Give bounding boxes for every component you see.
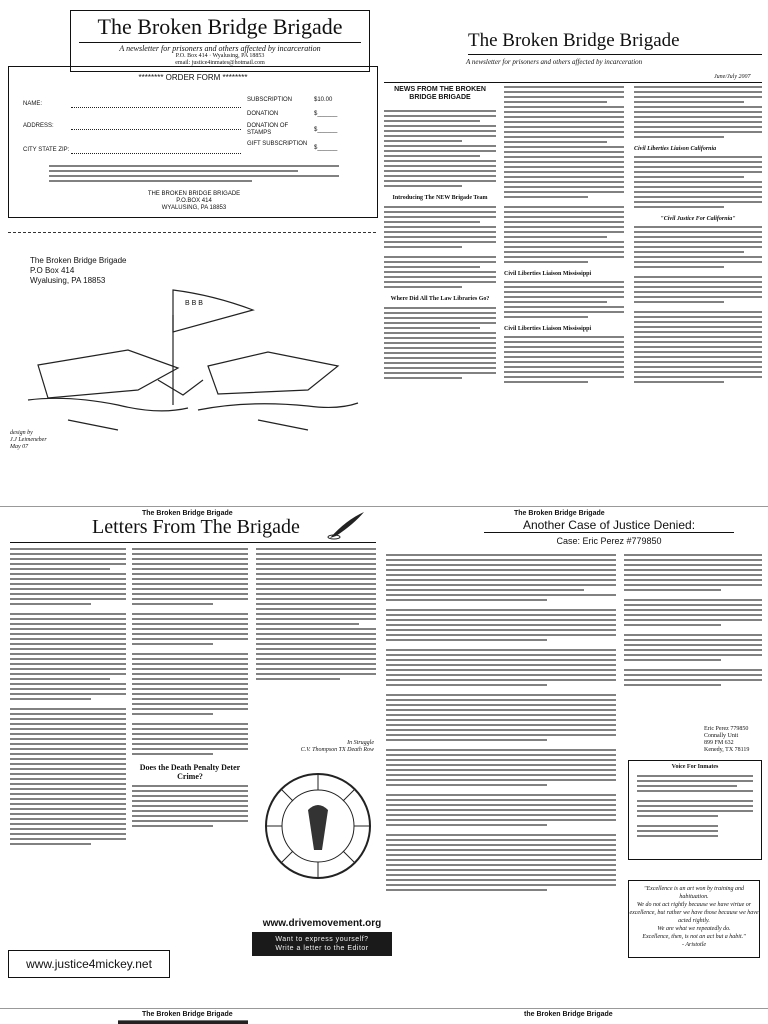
case-column-2 bbox=[624, 554, 762, 724]
zodiac-emblem-illustration bbox=[262, 770, 374, 882]
field-name-line[interactable] bbox=[71, 107, 241, 108]
case-column-1 bbox=[386, 554, 616, 974]
header-rule bbox=[384, 82, 762, 83]
website-box[interactable] bbox=[8, 950, 170, 978]
cut-line bbox=[8, 232, 376, 233]
aristotle-quote-box bbox=[628, 880, 760, 958]
footer-running-head-right: the Broken Bridge Brigade bbox=[524, 1011, 613, 1018]
option-stamps-label: DONATION OF STAMPS bbox=[247, 123, 289, 136]
article-heading: Civil Liberties Liaison Mississippi bbox=[504, 271, 592, 277]
letters-title: Letters From The Brigade bbox=[92, 516, 300, 538]
quill-pen-icon bbox=[326, 510, 366, 540]
page-bottom-right bbox=[384, 508, 768, 1008]
quote-line: excellence, but rather we have those because we have bbox=[629, 910, 759, 916]
page-top-left bbox=[0, 0, 384, 505]
drive-movement-url[interactable]: www.drivemovement.org bbox=[262, 918, 382, 929]
news-heading: NEWS FROM THE BROKEN BRIDGE BRIGADE bbox=[394, 86, 486, 101]
page-divider bbox=[0, 506, 768, 507]
case-name: Case: Eric Perez #779850 bbox=[556, 536, 662, 546]
masthead-email: email: justice4inmates@hotmail.com bbox=[175, 60, 265, 66]
quote-line: "Excellence is an art won by training and habituation. bbox=[643, 886, 744, 900]
footer-divider bbox=[0, 1008, 768, 1009]
order-address-line: P.O.BOX 414 bbox=[176, 198, 212, 204]
field-address-line[interactable] bbox=[71, 129, 241, 130]
letters-column-3 bbox=[256, 548, 376, 758]
order-address-block bbox=[109, 191, 279, 212]
article-heading: Civil Liberties Liaison Mississippi bbox=[504, 326, 592, 332]
masthead-rule bbox=[468, 54, 762, 55]
order-form-notes bbox=[49, 165, 339, 185]
mailing-address-line: P.O Box 414 bbox=[30, 266, 75, 275]
quote-line: acted rightly. bbox=[678, 918, 710, 924]
inmate-address bbox=[704, 726, 749, 754]
column-2 bbox=[504, 86, 624, 496]
order-form-title: ******** ORDER FORM ******** bbox=[138, 73, 248, 82]
attribution-line: C.V. Thompson TX Death Row bbox=[300, 747, 374, 753]
column-1 bbox=[384, 86, 496, 496]
masthead-box bbox=[70, 10, 370, 72]
inmate-address-line: 899 FM 632 bbox=[704, 740, 734, 746]
article-heading: Civil Liberties Liaison California bbox=[634, 146, 717, 152]
issue-date: June/July 2007 bbox=[714, 74, 751, 80]
footer-fragment bbox=[118, 1018, 248, 1024]
death-penalty-subheading: Does the Death Penalty Deter Crime? bbox=[139, 763, 241, 781]
drive-tagline-box bbox=[252, 932, 392, 956]
quote-line: We are what we repeatedly do. bbox=[657, 926, 731, 932]
article-heading: "Civil Justice For California" bbox=[660, 216, 736, 222]
broken-bridge-illustration bbox=[8, 270, 376, 440]
inmate-address-line: Kenedy, TX 78119 bbox=[704, 747, 750, 753]
field-name-label: NAME: bbox=[23, 101, 43, 107]
footer-running-head-left: The Broken Bridge Brigade bbox=[142, 1011, 233, 1018]
masthead-address: P.O. Box 414 · Wyalusing, PA 18853 bbox=[175, 53, 265, 59]
field-city-line[interactable] bbox=[71, 153, 241, 154]
voice-for-inmates-box bbox=[628, 760, 762, 860]
mailing-address-line: Wyalusing, PA 18853 bbox=[30, 276, 106, 285]
order-address-line: THE BROKEN BRIDGE BRIGADE bbox=[147, 191, 241, 197]
option-donation-amount[interactable]: $______ bbox=[314, 111, 338, 117]
option-subscription-amount: $10.00 bbox=[314, 97, 333, 103]
option-gift-amount[interactable]: $______ bbox=[314, 145, 338, 151]
letters-column-1 bbox=[10, 548, 126, 978]
case-title: Another Case of Justice Denied: bbox=[484, 518, 734, 533]
design-credit-line: May 07 bbox=[10, 444, 29, 450]
field-address-label: ADDRESS: bbox=[23, 123, 54, 129]
column-3 bbox=[634, 86, 762, 496]
masthead-tagline: A newsletter for prisoners and others affected by incarceration bbox=[466, 58, 643, 66]
order-form bbox=[8, 66, 378, 218]
drive-movement-banner[interactable] bbox=[252, 918, 392, 968]
masthead-title: The Broken Bridge Brigade bbox=[97, 14, 343, 39]
article-heading: Where Did All The Law Libraries Go? bbox=[390, 296, 490, 302]
masthead-title: The Broken Bridge Brigade bbox=[468, 30, 680, 51]
drive-tagline-line: Write a letter to the Editor bbox=[275, 945, 369, 952]
quote-line: Excellence, then, is not an act but a habit." bbox=[642, 934, 746, 940]
field-city-label: CITY STATE ZIP: bbox=[23, 147, 70, 153]
page-top-right bbox=[384, 0, 768, 505]
option-subscription-label: SUBSCRIPTION bbox=[247, 97, 293, 103]
running-head: The Broken Bridge Brigade bbox=[514, 510, 605, 517]
inmate-address-line: Eric Perez 779850 bbox=[704, 726, 749, 732]
website-link[interactable]: www.justice4mickey.net bbox=[26, 957, 152, 971]
inmate-address-line: Connally Unit bbox=[704, 733, 739, 739]
title-rule bbox=[10, 542, 376, 543]
running-head: The Broken Bridge Brigade bbox=[142, 510, 233, 517]
voice-box-title: Voice For Inmates bbox=[671, 764, 719, 770]
article-heading: Introducing The NEW Brigade Team bbox=[392, 195, 488, 201]
design-credit bbox=[10, 430, 47, 451]
design-credit-line: J.J Leimeneber bbox=[10, 437, 47, 443]
masthead-tagline: A newsletter for prisoners and others affected by incarceration bbox=[79, 42, 361, 53]
option-gift-label: GIFT SUBSCRIPTION bbox=[247, 141, 308, 147]
letter-attribution bbox=[290, 740, 374, 754]
quote-line: - Aristotle bbox=[681, 942, 707, 948]
letters-column-2 bbox=[132, 548, 248, 978]
design-credit-line: design by bbox=[10, 430, 33, 436]
drive-tagline-line: Want to express yourself? bbox=[275, 936, 369, 943]
order-address-line: WYALUSING, PA 18853 bbox=[161, 205, 227, 211]
mailing-address-line: The Broken Bridge Brigade bbox=[30, 256, 127, 265]
attribution-line: In Struggle bbox=[347, 740, 374, 746]
pennant-text: B B B bbox=[185, 300, 203, 307]
option-donation-label: DONATION bbox=[247, 111, 279, 117]
quote-line: We do not act rightly because we have virtue or bbox=[636, 902, 752, 908]
option-stamps-amount[interactable]: $______ bbox=[314, 127, 338, 133]
